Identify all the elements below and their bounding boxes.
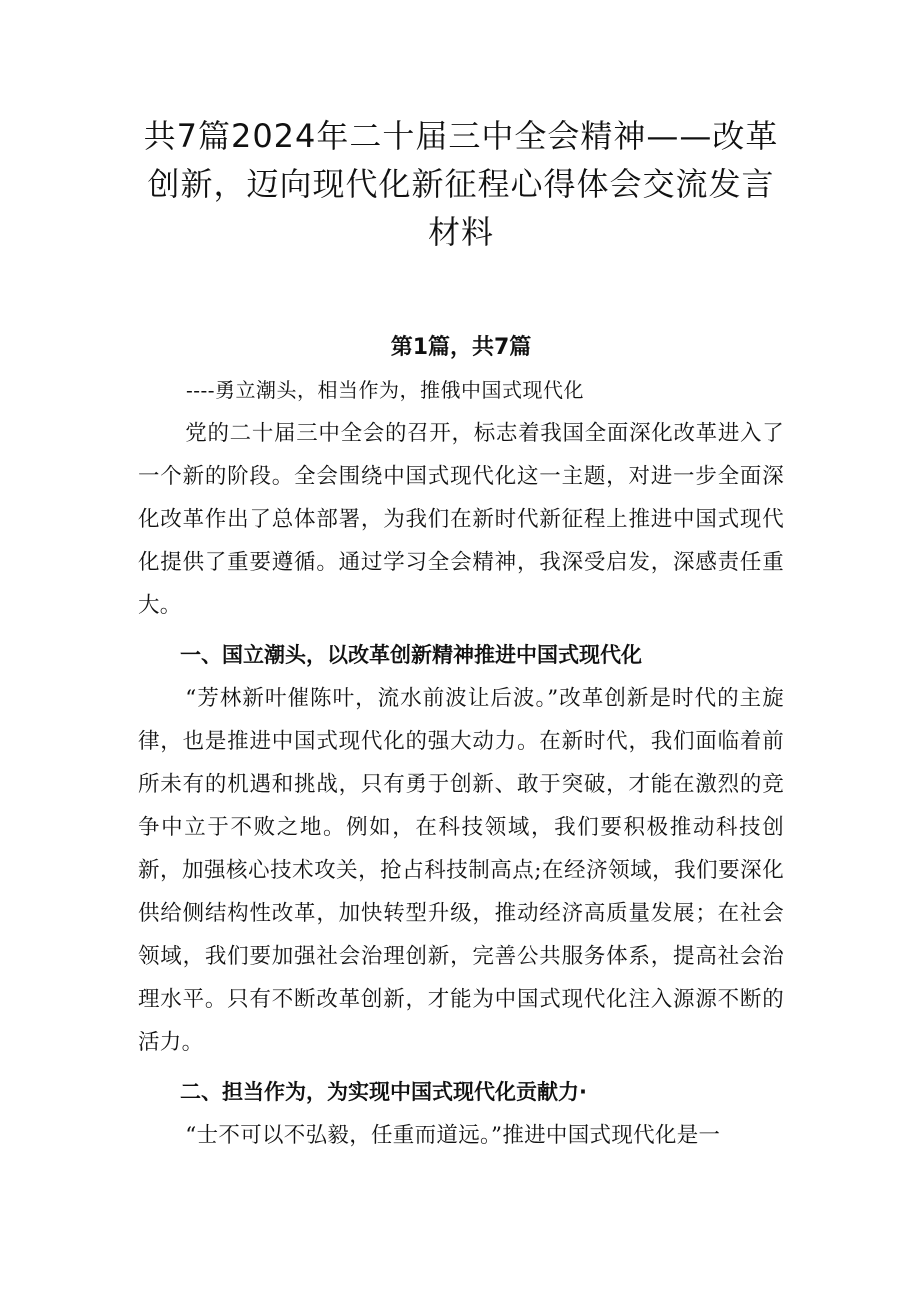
part-heading: 第1篇，共7篇 xyxy=(390,335,532,360)
section-1-paragraph: “芳林新叶催陈叶，流水前波让后波。”改革创新是时代的主旋律，也是推进中国式现代化的强大动力。在新时代，我们面临着前所未有的机遇和挑战，只有勇于创新、敢于突破，才能在激烈的竞争中立于不败之地。例如，在科技领域，我们要积极推动科技创新，加强核心技术攻关，抢占科技制高点;在经济领域，我们要深化供给侧结构性改革，加快转型升级，推动经济高质量发展；在社会领域，我们要加强社会治理创新，完善公共服务体系，提高社会治理水平。只有不断改革创新，才能为中国式现代化注入源源不断的活力。 xyxy=(138,686,784,1055)
section-heading-2: 二、担当作为，为实现中国式现代化贡献力· xyxy=(180,1080,587,1104)
document-title: 共7篇2024年二十届三中全会精神——改革创新，迈向现代化新征程心得体会交流发言材料 xyxy=(143,117,779,251)
intro-paragraph: 党的二十届三中全会的召开，标志着我国全面深化改革进入了一个新的阶段。全会围绕中国式现代化这一主题，对进一步全面深化改革作出了总体部署，为我们在新时代新征程上推进中国式现代化提供了重要遵循。通过学习全会精神，我深受启发，深感责任重大。 xyxy=(138,421,784,618)
section-2-paragraph: “士不可以不弘毅，任重而道远。”推进中国式现代化是一 xyxy=(185,1123,721,1148)
section-heading-1: 一、国立潮头，以改革创新精神推进中国式现代化 xyxy=(180,643,642,667)
document-page xyxy=(138,112,784,1157)
document-subtitle: ----勇立潮头，相当作为，推俄中国式现代化 xyxy=(186,378,585,402)
